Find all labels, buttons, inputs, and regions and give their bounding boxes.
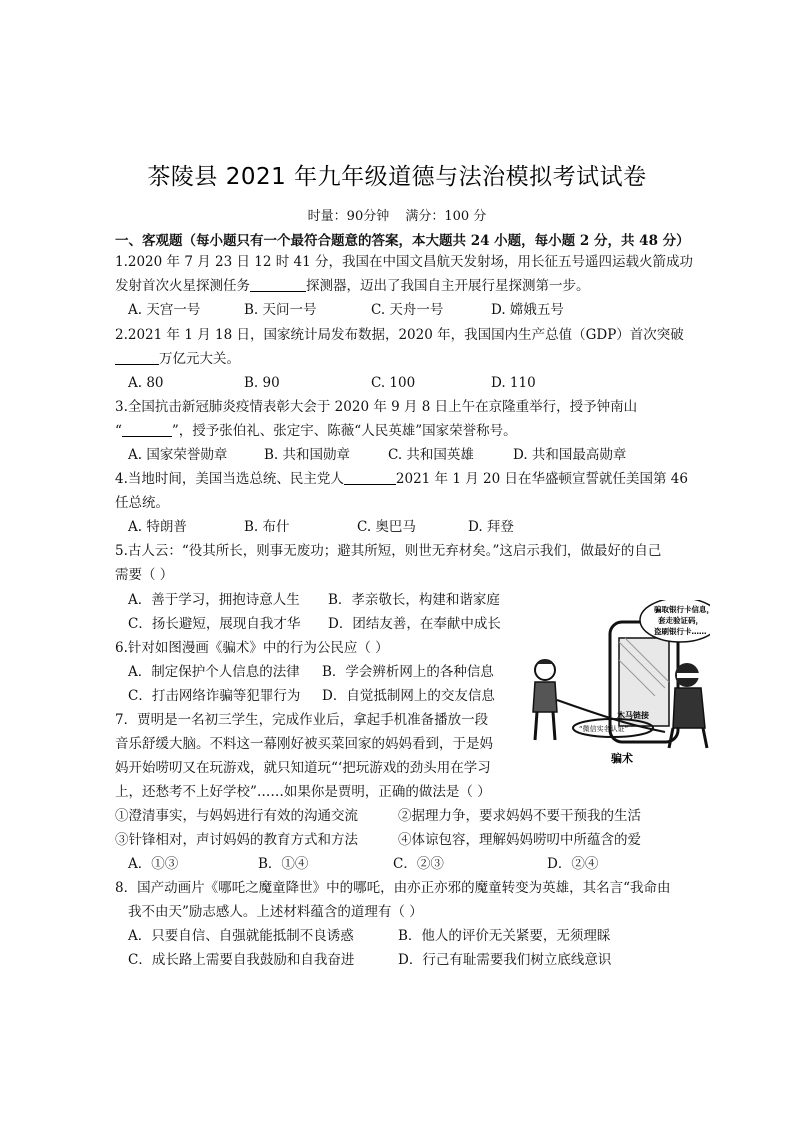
q8-option-b: B．他人的评价无关紧要，无须理睬 xyxy=(398,928,611,944)
q8-option-c: C．成长路上需要自我鼓励和自我奋进 xyxy=(128,952,355,968)
section-heading: 一、客观题（每小题只有一个最符合题意的答案，本大题共 24 小题，每小题 2 分，共 48 分） xyxy=(115,233,690,249)
q1-option-b: B. 天问一号 xyxy=(244,302,317,318)
q7-statement-3: ③针锋相对，声讨妈妈的教育方式和方法 xyxy=(115,832,358,848)
q6-option-a: A．制定保护个人信息的法律 xyxy=(128,664,300,680)
q4-option-a: A. 特朗普 xyxy=(128,519,187,535)
q4-option-c: C. 奥巴马 xyxy=(357,519,416,535)
q8-option-a: A．只要自信、自强就能抵制不良诱惑 xyxy=(128,928,354,944)
victim-hair xyxy=(537,660,553,665)
q1-option-a: A. 天宫一号 xyxy=(128,302,201,318)
q4-option-b: B. 布什 xyxy=(244,519,290,535)
q3-text-a: “ xyxy=(115,423,122,439)
q3-option-c: C. 共和国英雄 xyxy=(388,447,474,463)
q7-line3: 妈开始唠叨又在玩游戏，就只知道玩“‘把玩游戏的劲头用在学习 xyxy=(115,760,491,776)
q8-line2: 我不由天”励志感人。上述材料蕴含的道理有（ ） xyxy=(128,904,423,920)
answer-blank xyxy=(122,422,172,437)
exam-meta xyxy=(0,205,794,224)
q2-option-c: C. 100 xyxy=(371,375,416,391)
trojan-label: 木马链接 xyxy=(617,711,649,720)
tag-label: “微信实名认证” xyxy=(579,725,629,733)
q2-text: 万亿元大关。 xyxy=(159,351,240,367)
q4-option-d: D. 拜登 xyxy=(468,519,514,535)
q2-option-d: D. 110 xyxy=(491,375,536,391)
q4-line1 xyxy=(115,470,688,488)
q4-line2: 任总统。 xyxy=(115,495,169,511)
q1-option-c: C. 天舟一号 xyxy=(371,302,444,318)
q5-option-d: D．团结友善，在奉献中成长 xyxy=(328,616,501,632)
q8-line1: 8．国产动画片《哪吒之魔童降世》中的哪吒，由亦正亦邪的魔童转变为英雄，其名言“我命由 xyxy=(115,880,671,896)
time-label: 时量：90分钟 xyxy=(307,209,390,224)
q7-statement-4: ④体谅包容，理解妈妈唠叨中所蕴含的爱 xyxy=(398,832,641,848)
q2-option-b: B. 90 xyxy=(244,375,280,391)
q5-option-c: C．扬长避短，展现自我才华 xyxy=(128,616,301,632)
q1-line2 xyxy=(115,277,590,295)
victim-body xyxy=(533,682,557,712)
q6-option-d: D．自觉抵制网上的交友信息 xyxy=(322,688,495,704)
q4-text-a: 4.当地时间，美国当选总统、民主党人 xyxy=(115,471,344,487)
q3-option-b: B. 共和国勋章 xyxy=(264,447,351,463)
q4-text-b: 2021 年 1 月 20 日在华盛顿宣誓就任美国第 46 xyxy=(395,471,688,487)
q7-statement-2: ②据理力争，要求妈妈不要干预我的生活 xyxy=(398,808,641,824)
cartoon-fraud-illustration xyxy=(515,600,710,770)
q7-line2: 音乐舒缓大脑。不料这一幕刚好被买菜回家的妈妈看到，于是妈 xyxy=(115,736,493,752)
q8-option-d: D．行己有耻需要我们树立底线意识 xyxy=(398,952,612,968)
q3-option-d: D. 共和国最高勋章 xyxy=(513,447,627,463)
q7-line1: 7．贾明是一名初三学生，完成作业后，拿起手机准备播放一段 xyxy=(115,712,489,728)
thief-body xyxy=(673,688,705,728)
q3-text-b: ”，授予张伯礼、张定宇、陈薇“人民英雄”国家荣誉称号。 xyxy=(171,423,517,439)
q1-line1: 1.2020 年 7 月 23 日 12 时 41 分，我国在中国文昌航天发射场，用长征五号遥四运载火箭成功 xyxy=(115,254,693,270)
q2-option-a: A. 80 xyxy=(128,375,164,391)
q1-text-a: 发射首次火星探测任务 xyxy=(115,278,250,294)
thief-eyes-band xyxy=(677,673,699,678)
bubble-text-2: 套走验证码， xyxy=(658,616,703,625)
bubble-text-3: 盗刷银行卡…… xyxy=(654,627,707,636)
q6-option-b: B．学会辨析网上的各种信息 xyxy=(322,664,494,680)
q3-option-a: A. 国家荣誉勋章 xyxy=(128,447,228,463)
q5-option-a: A．善于学习，拥抱诗意人生 xyxy=(128,592,300,608)
q7-line4: 上，还愁考不上好学校”……如果你是贾明，正确的做法是（ ） xyxy=(115,784,491,800)
answer-blank xyxy=(344,470,396,485)
bubble-text-1: 骗取银行卡信息， xyxy=(654,605,710,614)
page-title: 茶陵县 2021 年九年级道德与法治模拟考试试卷 xyxy=(147,164,647,190)
cartoon-svg xyxy=(515,600,710,770)
q7-option-b: B．①④ xyxy=(258,856,309,872)
q1-text-b: 探测器，迈出了我国自主开展行星探测第一步。 xyxy=(306,278,590,294)
answer-blank xyxy=(250,277,306,292)
q7-option-a: A．①③ xyxy=(128,856,179,872)
q1-option-d: D. 嫦娥五号 xyxy=(491,302,564,318)
victim-legs xyxy=(535,712,555,740)
q5-line1: 5.古人云：“役其所长，则事无废功；避其所短，则世无弃材矣。”这启示我们，做最好的自己 xyxy=(115,543,662,559)
q5-line2: 需要（ ） xyxy=(115,567,174,583)
answer-blank xyxy=(115,350,159,365)
q7-option-c: C．②③ xyxy=(393,856,444,872)
q3-line1: 3.全国抗击新冠肺炎疫情表彰大会于 2020 年 9 月 8 日上午在京隆重举行，授予钟南山 xyxy=(115,399,638,415)
q5-option-b: B．孝亲敬长，构建和谐家庭 xyxy=(328,592,500,608)
q2-line2 xyxy=(115,350,240,368)
score-label: 满分：100 分 xyxy=(405,209,487,224)
q7-option-d: D．②④ xyxy=(547,856,599,872)
q6-line1: 6.针对如图漫画《骗术》中的行为公民应（ ） xyxy=(115,640,389,656)
q2-line1: 2.2021 年 1 月 18 日，国家统计局发布数据，2020 年，我国国内生产总值（GDP）首次突破 xyxy=(115,327,684,343)
q7-statement-1: ①澄清事实，与妈妈进行有效的沟通交流 xyxy=(115,808,358,824)
q3-line2 xyxy=(115,422,517,440)
cartoon-caption: 骗术 xyxy=(611,752,633,765)
q6-option-c: C．打击网络诈骗等犯罪行为 xyxy=(128,688,301,704)
